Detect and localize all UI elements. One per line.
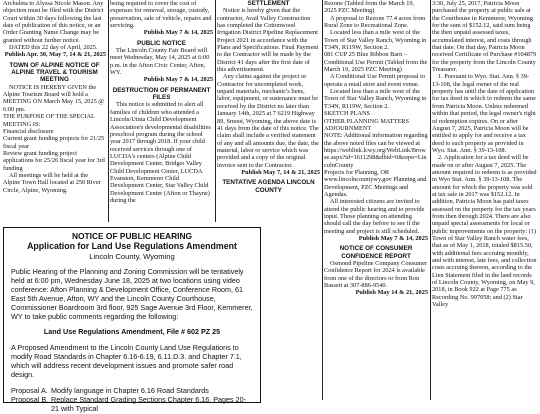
agenda-paragraph: A Conditional Use Permit proposal to operate a retail store and event venue.	[324, 73, 425, 88]
public-hearing-notice	[3, 227, 261, 413]
column-rule	[430, 0, 431, 400]
consumer-confidence-heading: NOTICE OF CONSUMER CONFIDENCE REPORT	[339, 245, 413, 260]
publish-dates: Publish May 7 & 14, 2025	[358, 235, 428, 242]
agenda-item: Financial disclosure	[3, 127, 54, 135]
vehicle-notice-text: being required to cover the cost of expenses for removal, storage, custody, preservation, sale of vehicle, repairs and servicing.	[110, 0, 212, 30]
agenda-paragraph: Located less than a mile west of the Town of Star Valley Ranch, Wyoming in T34N, R119W, Section 2.	[324, 29, 427, 52]
tax-sale-paragraph: 2. Application for a tax deed will be made on or after August 7, 2025. The amount required to redeem is as provided in Wyo Stat. Ann. § 39-13-108. The amount for which the property was sold at tax sale in 2017 was $152.12. In addition, Patricia Moon has paid taxes assessed on the property for the tax years from then through 2024. There are also unpaid special assessments for local or public improvements on the property: (1) Town of Star Valley Ranch water fees, that as of May 1, 2018, totaled $815.50, with additional fees accruing monthly, and with interest, late fees, and collection costs accruing thereon, according to the Lien Statement filed in the land records of Lincoln County, Wyoming, on May 9, 2018, in Book 922 at Page 775 as Recording No. 997058; and (2) Star Valley	[432, 154, 537, 309]
publish-dates: Publish May 7 & 14, 2025	[143, 29, 213, 37]
destruction-files-heading: DESTRUCTION OF PERMANENT FILES	[112, 86, 211, 102]
notice-body: Public Hearing of the Planning and Zoning Commission will be tentatively held at 6:00 pm, Wednesday June 18, 2025 at two locations using video conference: Afton Planning & Development Office, Conference Room, 61 East 5th Avenue, Afton, WY and the Lincoln County Courthouse, Commissioner Boardroom 3rd floor, 925 Sage Avenue 3rd Floor, Kemmerer, WY to take public comments regarding the following:	[11, 267, 253, 321]
destruction-files-body: This notice is submitted to alert all families of children who attended a Lincoln/Uinta Child Development Association's developmental disabilities preschool program during the school year 2017 through 2018. If your child received services through one of LUCDA's centers (Alpine Child Development Center, Bridger Valley Child Development Center, LUCDA Evanston, Kemmerer Child Development Center, Star Valley Child Development Center (Afton or Thayne) during the	[110, 101, 211, 204]
proposal-text: Modify language in Chapter 6.16 Road Standards	[51, 385, 209, 395]
publish-dates: Publish May 7, 14 & 21, 2025	[241, 168, 320, 176]
proposal-text: Replace Standard Grading Sections Chapter 6.16, Pages 20-21 with Typical	[51, 394, 246, 413]
agenda-paragraph: Projects for Planning, OR www.lincolncountywy.gov Planning and Development, PZC Meetings and Agendas.	[324, 168, 427, 198]
settlement-claims: Any claims against the project or Contractor for uncompleted work, unpaid materials, mechanic's liens, labor, equipment, or sustenance must be received by the District no later than January 14th, 2025 at 7 6219 Highway 89, Smoot, Wyoming, the above date is 41 days from the date of this notice. The claim shall include a verified statement of any and all amounts due, the date, the material, labor or service which was provided and a copy of the original invoice sent to the Contractor.	[217, 73, 319, 169]
notice-location: Lincoln County, Wyoming	[89, 251, 175, 261]
publish-dates: Publish May 7 & 14, 2025	[143, 76, 213, 84]
column-5	[432, 0, 537, 400]
tax-sale-text: 3:30, July 25, 2017, Patricia Moon purchased the property at public sale at the Courthouse in Kemmerer, Wyoming for the sum of $152.12, said sum being the then unpaid assessed taxes, accumulated interest, and costs through that date. On that day, Patricia Moon received Certificate of Purchase #104879 for the property from the Lincoln County Treasurer.	[432, 0, 537, 74]
publish-dates: Publish May 14 & 21, 2025	[355, 289, 428, 297]
settlement-heading: SETTLEMENT	[247, 0, 290, 7]
proposal-label: Proposal B.	[11, 394, 49, 404]
column-3	[217, 0, 320, 226]
amendment-description: A Proposed Amendment to the Lincoln County Land Use Regulations to modify Road Standards in Chapter 6.16-6.19, 6.11.D.3. and Chapter 7.1, which will address recent development issues and promote safer road design.	[11, 343, 242, 380]
column-rule	[108, 0, 109, 222]
column-1	[3, 0, 106, 222]
column-rule	[215, 0, 216, 222]
proposal-row	[11, 396, 253, 414]
publish-dates: Publish Apr. 30, May 7, 14 & 21, 2025	[4, 51, 106, 59]
fair-board-heading: PUBLIC NOTICE	[137, 39, 186, 47]
consumer-confidence-body: Osmond Pipeline Company Consumer Confidence Report for 2024 is available from one of the directors or from Ron Bassett at 307-886-9540.	[324, 260, 428, 290]
agenda-item: Review grant funding project applications for 25/26 fiscal year for 3rd funding	[3, 149, 105, 172]
settlement-body: Notice is hereby given that the contractor, Avail Valley Construction has completed the Cottonwood Irrigation District Pipeline Replacement Project 2021 in accordance with the Plans and Specifications. Final Payment to the Contractor will be made by the District 41 days after the first date of this advertisement.	[217, 7, 319, 74]
file-heading: Land Use Regulations Amendment, File # 602 PZ 25	[43, 327, 221, 337]
weblink-url[interactable]: https://weblink.lcwy.org/WebLink/Browse.aspx?id=1611298&dbid=0&repo=LincolnCounty	[324, 146, 427, 169]
agenda-paragraph: All interested citizens are invited to attend the public hearing and to provide input. Those planning on attending should call the day before to see if the meeting and project is still scheduled.	[324, 198, 425, 235]
alpine-closing: All meetings will be held at the Alpine Town Hall located at 250 River Circle, Alpine, Wyoming.	[3, 171, 101, 194]
column-4	[324, 0, 428, 400]
agenda-paragraph: A proposal to Rezone 77.4 acres from Rural Zone to Recreational Zone.	[324, 14, 426, 30]
tentative-agenda-heading: TENTATIVE AGENDA LINCOLN COUNTY	[222, 179, 315, 194]
fair-board-body: The Lincoln County Fair Board will meet Wednesday, May 14, 2025 at 6:00 p.m. in the Afton Civic Center, Afton, WY.	[110, 47, 210, 77]
rezone-tabled: Rezone (Tabled from the March 19, 2025 PZC Meeting)	[324, 0, 415, 15]
agenda-paragraph: NOTE: Additional information regarding the above noted files can be viewed at	[324, 132, 428, 147]
alpine-tourism-body: NOTICE IS HEREBY GIVEN the Alpine Tourism Board will hold a MEETING ON March May 15, 2025 @ 6:00 pm.	[3, 83, 105, 113]
column-rule	[322, 0, 323, 400]
notice-subtitle: Application for Land Use Regulations Amendment	[27, 241, 237, 251]
alpine-purpose: THE PURPOSE OF THE SPECIAL MEETING IS:	[3, 113, 95, 128]
tax-sale-paragraph: 1. Pursuant to Wyo. Stat. Ann. § 39-13-108, the legal owner of the real property has until the date of application for tax deed in which to redeem the same from Patricia Moon. Unless redeemed within that period, the legal owner's right of redemption expires. On or after August 7, 2025, Patricia Moon will be entitled to apply for and receive a tax deed to such property as provided in Wyo. Stat. Ann. § 39-13-108.	[432, 73, 536, 154]
agenda-paragraph: Located less than a mile west of the Town of Star Valley Ranch, Wyoming in T34N, R119W, Section 2.	[324, 88, 427, 110]
column-2	[110, 0, 213, 222]
alpine-tourism-heading: TOWN OF ALPINE NOTICE OF ALPINE TRAVEL & TOURISM MEETING	[9, 61, 100, 84]
notice-title: NOTICE OF PUBLIC HEARING	[71, 231, 193, 241]
name-change-notice-text: Archuleta to Alyssa Nicole Mason. Any objection must be filed with the District Court within 30 days following the last date of publication of this notice, or an Order Granting Name Change may be granted without further notice.	[3, 0, 104, 44]
proposal-label: Proposal A.	[11, 385, 48, 395]
agenda-paragraph: 081 CUP 25 Blue Ribbon Barn – Conditional Use Permit (Tabled from the March 19, 2025 PZC Meeting)	[324, 51, 428, 74]
agenda-paragraph: ADJOURNMENT	[324, 124, 372, 132]
dated-line: DATED this 22 day of April, 2025.	[9, 44, 98, 52]
agenda-item: Current grant funding projects for 21/25 fiscal year	[3, 135, 105, 150]
agenda-paragraph: OTHER PLANNING MATTERS	[324, 117, 410, 125]
agenda-paragraph: SKETCH PLANS	[324, 110, 371, 118]
